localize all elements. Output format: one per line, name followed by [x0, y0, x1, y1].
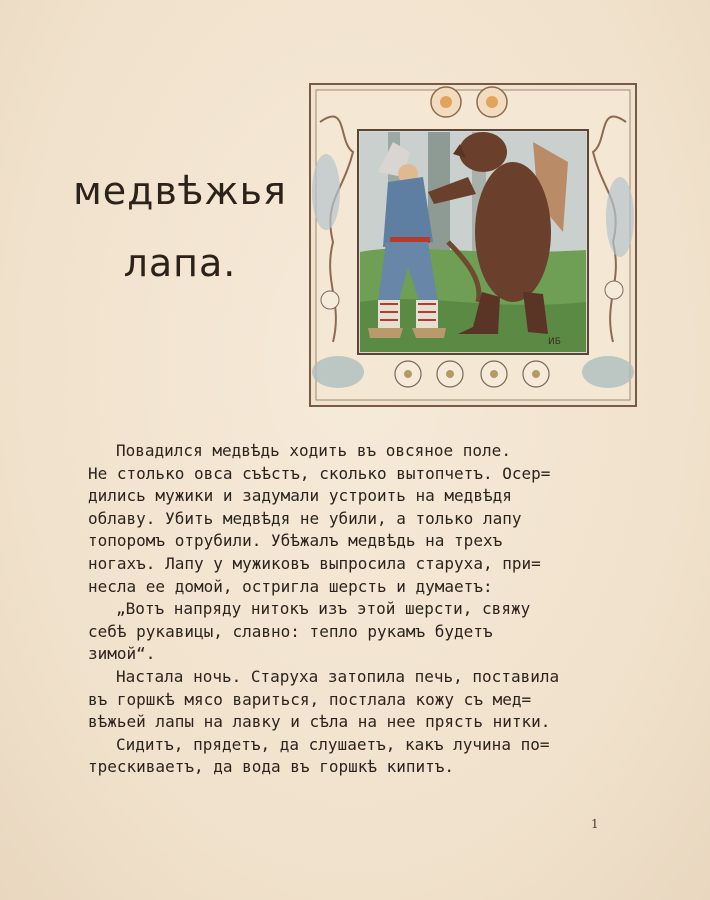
text-line: ногахъ. Лапу у мужиковъ выпросила старуха, при=	[88, 553, 541, 573]
text-line: Настала ночь. Старуха затопила печь, поставила	[116, 666, 560, 686]
flower-bottom-1	[395, 361, 421, 387]
text-line: вѣжьей лапы на лавку и сѣла на нее прясть нитки.	[88, 712, 551, 732]
leaf-bottom-left	[312, 356, 364, 388]
scene-panel	[358, 130, 588, 354]
text-line: „Вотъ напряду нитокъ изъ этой шерсти, свяжу	[116, 599, 531, 619]
text-line: въ горшкѣ мясо вариться, постлала кожу съ мед=	[88, 689, 532, 709]
illustration	[308, 82, 638, 408]
leaf-bottom-right	[582, 356, 634, 388]
leaf-right	[606, 177, 634, 257]
artist-monogram: ИБ	[548, 337, 561, 347]
title-line-1: медвѣжья	[73, 169, 287, 213]
page-number: 1	[591, 817, 599, 831]
flower-top-right	[477, 87, 507, 117]
title-line-2: лапа.	[123, 241, 237, 285]
text-line: себѣ рукавицы, славно: тепло рукамъ будетъ	[88, 621, 493, 641]
flower-bottom-4	[523, 361, 549, 387]
flower-side-right	[605, 281, 623, 299]
flower-side-left	[321, 291, 339, 309]
illustration-svg	[308, 82, 638, 408]
flower-top-left	[431, 87, 461, 117]
leaf-left	[312, 154, 340, 230]
flower-bottom-3	[481, 361, 507, 387]
text-line: трескиваетъ, да вода въ горшкѣ кипитъ.	[88, 757, 455, 777]
story-text	[88, 440, 638, 779]
text-line: топоромъ отрубили. Убѣжалъ медвѣдь на трехъ	[88, 531, 503, 551]
flower-bottom-2	[437, 361, 463, 387]
text-line: облаву. Убить медвѣдя не убили, а только лапу	[88, 508, 522, 528]
text-line: Сидитъ, прядетъ, да слушаетъ, какъ лучина по=	[116, 734, 550, 754]
page-title	[60, 155, 300, 299]
text-line: зимой“.	[88, 644, 156, 664]
text-line: дились мужики и задумали устроить на медвѣдя	[88, 486, 512, 506]
text-line: несла ее домой, остригла шерсть и думаетъ:	[88, 576, 493, 596]
text-line: Не столько овса съѣстъ, сколько вытопчетъ. Осер=	[88, 463, 551, 483]
text-line: Повадился медвѣдь ходить въ овсяное поле.	[116, 441, 511, 460]
